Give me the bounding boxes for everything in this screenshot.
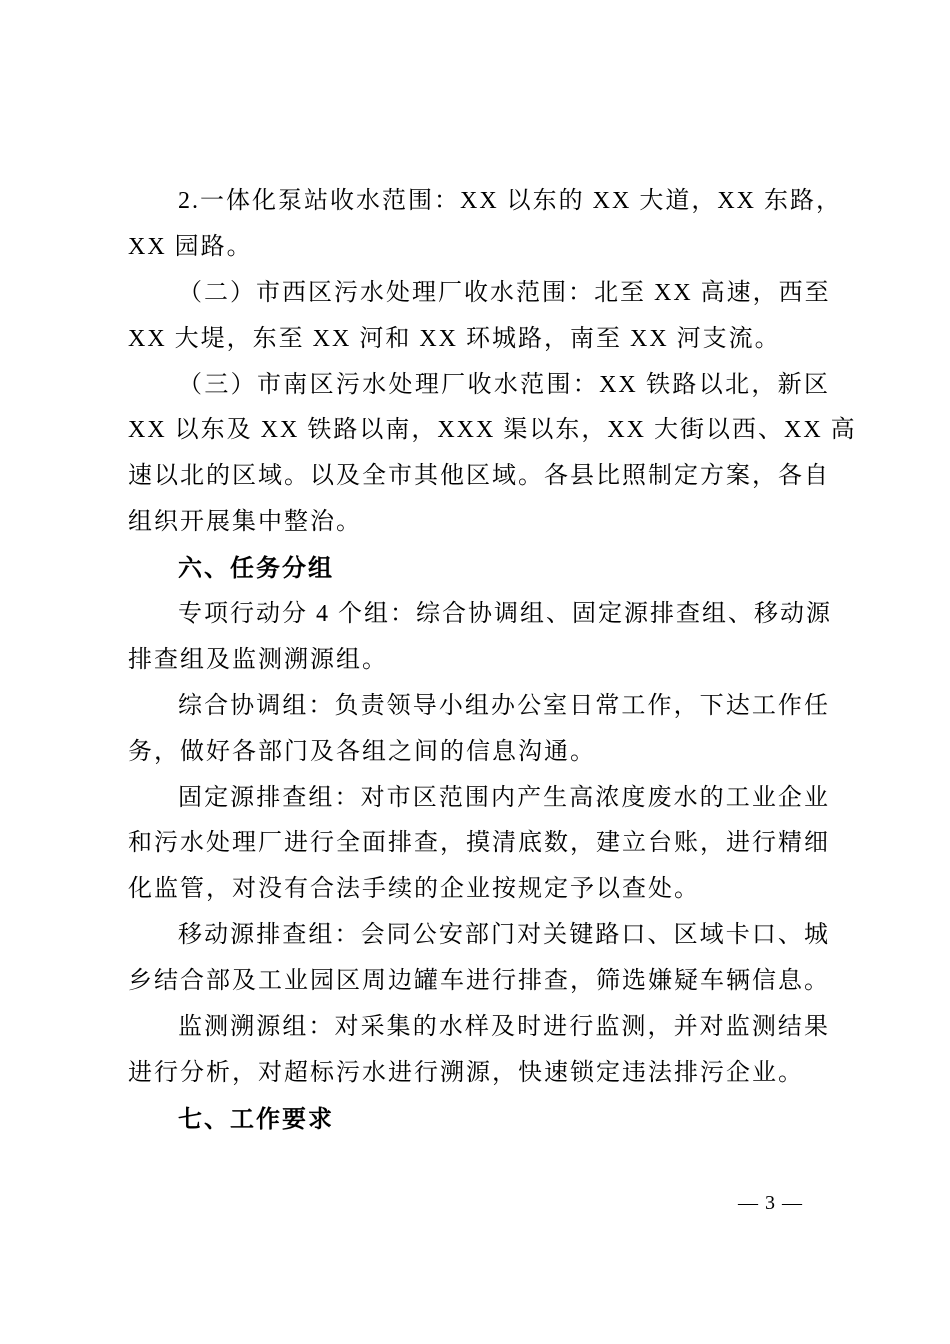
paragraph <box>128 776 830 914</box>
paragraph <box>128 271 830 363</box>
text-line: 组织开展集中整治。 <box>128 509 362 536</box>
text-line: 务，做好各部门及各组之间的信息沟通。 <box>128 738 596 765</box>
paragraph <box>128 592 830 684</box>
text-line: 专项行动分 4 个组：综合协调组、固定源排查组、移动源 <box>178 601 832 628</box>
section-heading <box>128 546 830 592</box>
text-line: 2.一体化泵站收水范围：XX 以东的 XX 大道，XX 东路， <box>178 188 842 214</box>
paragraph <box>128 179 842 271</box>
text-line: 七、工作要求 <box>178 1104 334 1133</box>
text-line: 化监管，对没有合法手续的企业按规定予以查处。 <box>128 876 700 903</box>
section-heading <box>128 1097 830 1143</box>
text-line: 排查组及监测溯源组。 <box>128 646 388 673</box>
text-line: 和污水处理厂进行全面排查，摸清底数，建立台账，进行精细 <box>128 830 830 857</box>
paragraph <box>128 1005 830 1097</box>
paragraph <box>128 363 857 547</box>
document-body <box>128 179 857 1143</box>
paragraph <box>128 684 830 776</box>
text-line: 综合协调组：负责领导小组办公室日常工作，下达工作任 <box>178 692 830 719</box>
text-line: 速以北的区域。以及全市其他区域。各县比照制定方案，各自 <box>128 463 830 490</box>
text-line: XX 以东及 XX 铁路以南，XXX 渠以东，XX 大街以西、XX 高 <box>128 417 857 444</box>
text-line: 乡结合部及工业园区周边罐车进行排查，筛选嫌疑车辆信息。 <box>128 968 830 995</box>
page-number: — 3 — <box>738 1192 803 1214</box>
text-line: 移动源排查组：会同公安部门对关键路口、区域卡口、城 <box>178 922 830 949</box>
text-line: 固定源排查组：对市区范围内产生高浓度废水的工业企业 <box>178 784 830 811</box>
text-line: （二）市西区污水处理厂收水范围：北至 XX 高速，西至 <box>178 279 831 306</box>
text-line: XX 大堤，东至 XX 河和 XX 环城路，南至 XX 河支流。 <box>128 325 781 352</box>
text-line: 监测溯源组：对采集的水样及时进行监测，并对监测结果 <box>178 1014 830 1041</box>
text-line: 进行分析，对超标污水进行溯源，快速锁定违法排污企业。 <box>128 1059 804 1086</box>
text-line: （三）市南区污水处理厂收水范围：XX 铁路以北，新区 <box>178 371 830 398</box>
text-line: 六、任务分组 <box>178 554 334 583</box>
text-line: XX 园路。 <box>128 233 253 260</box>
paragraph <box>128 913 830 1005</box>
